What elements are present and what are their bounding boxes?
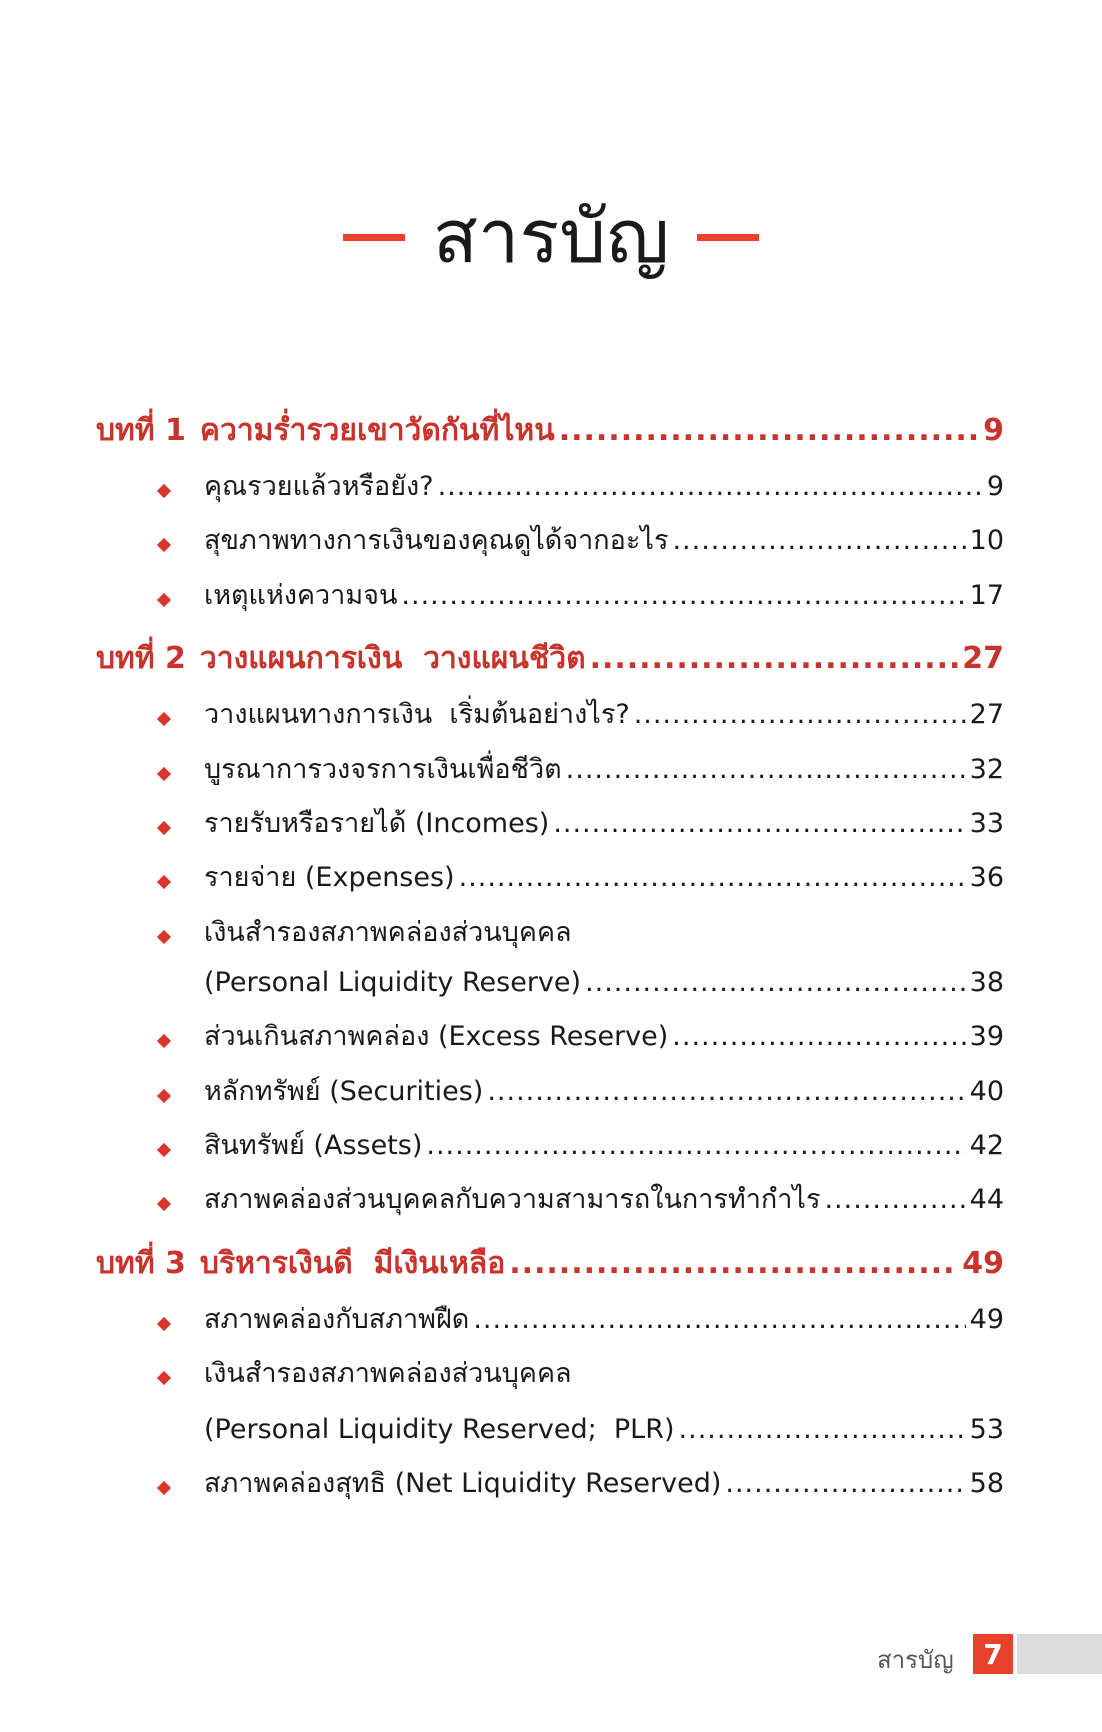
leader-dots: [559, 413, 979, 449]
chapter-3-number: 3: [165, 1245, 186, 1281]
toc-item-page: 9: [986, 471, 1004, 502]
chapter-3-heading: [96, 1246, 505, 1282]
toc-item-label: รายรับหรือรายได้ (Incomes): [204, 807, 550, 839]
chapter-3-title: บริหารเงินดี มีเงินเหลือ: [199, 1245, 506, 1281]
toc-item-2-3[interactable]: [96, 808, 1004, 840]
toc-item-2-2[interactable]: [96, 754, 1004, 786]
title-bar-left: [343, 234, 405, 241]
chapter-1-label: บทที่: [96, 413, 155, 448]
toc-item-label: สภาพคล่องสุทธิ (Net Liquidity Reserved): [204, 1468, 722, 1500]
diamond-bullet-icon: [157, 593, 171, 607]
toc-item-2-4[interactable]: [96, 862, 1004, 894]
leader-dots: [509, 1246, 958, 1282]
toc-item-2-5[interactable]: [96, 917, 1004, 951]
toc-item-label: สภาพคล่องกับสภาพฝืด: [204, 1303, 470, 1335]
toc-item-3-3[interactable]: [96, 1468, 1004, 1500]
page-title: สารบัญ: [432, 194, 670, 280]
toc-item-3-2[interactable]: [96, 1358, 1004, 1392]
footer-tab: [1017, 1634, 1102, 1674]
diamond-bullet-icon: [157, 1088, 171, 1102]
diamond-bullet-icon: [157, 821, 171, 835]
diamond-bullet-icon: [157, 1197, 171, 1211]
toc-item-label-line2: (Personal Liquidity Reserve): [204, 966, 582, 998]
leader-dots: [401, 580, 965, 612]
chapter-1-entry[interactable]: [96, 413, 1004, 449]
toc-item-page: 44: [969, 1184, 1004, 1216]
leader-dots: [725, 1468, 965, 1500]
toc-item-2-1[interactable]: [96, 699, 1004, 731]
chapter-2-page: 27: [962, 641, 1004, 677]
toc-item-page: 36: [969, 862, 1004, 894]
footer-section-label: สารบัญ: [877, 1646, 954, 1674]
chapter-1-heading: [96, 413, 555, 449]
toc-item-label: หลักทรัพย์ (Securities): [204, 1075, 484, 1107]
toc-item-page: 49: [969, 1303, 1004, 1335]
toc-item-2-5-continued[interactable]: [96, 967, 1004, 999]
leader-dots: [679, 1414, 966, 1446]
toc-item-page: 27: [969, 699, 1004, 731]
toc-item-2-7[interactable]: [96, 1076, 1004, 1108]
toc-item-label-line2: (Personal Liquidity Reserved; PLR): [204, 1414, 675, 1446]
chapter-1-title: ความร่ำรวยเขาวัดกันที่ไหน: [199, 413, 555, 448]
leader-dots: [487, 1076, 965, 1108]
toc-item-page: 10: [969, 525, 1004, 557]
toc-item-label: สุขภาพทางการเงินของคุณดูได้จากอะไร: [204, 525, 669, 557]
leader-dots: [672, 1021, 965, 1053]
toc-item-label: ส่วนเกินสภาพคล่อง (Excess Reserve): [204, 1021, 669, 1053]
toc-item-2-8[interactable]: [96, 1130, 1004, 1162]
toc-item-2-6[interactable]: [96, 1021, 1004, 1053]
diamond-bullet-icon: [157, 875, 171, 889]
leader-dots: [566, 754, 966, 786]
leader-dots: [585, 967, 966, 999]
toc-item-page: 17: [969, 579, 1004, 611]
toc-item-page: 33: [969, 807, 1004, 839]
chapter-2-heading: [96, 641, 586, 677]
chapter-3-entry[interactable]: [96, 1246, 1004, 1282]
chapter-2-number: 2: [165, 641, 186, 677]
toc-item-page: 53: [969, 1414, 1004, 1446]
chapter-2-label: บทที่: [96, 641, 155, 677]
toc-item-label: สภาพคล่องส่วนบุคคลกับความสามารถในการทำกำไร: [204, 1184, 821, 1216]
leader-dots: [426, 1130, 965, 1162]
toc-item-3-1[interactable]: [96, 1304, 1004, 1336]
toc-item-page: 38: [969, 966, 1004, 998]
diamond-bullet-icon: [157, 1143, 171, 1157]
title-bar-right: [697, 234, 759, 241]
toc-item-label: สินทรัพย์ (Assets): [204, 1129, 423, 1161]
toc-item-2-9[interactable]: [96, 1184, 1004, 1216]
diamond-bullet-icon: [157, 1481, 171, 1495]
toc-item-page: 40: [969, 1075, 1004, 1107]
toc-item-label: เงินสำรองสภาพคล่องส่วนบุคคล: [204, 916, 572, 948]
leader-dots: [438, 471, 983, 503]
diamond-bullet-icon: [157, 538, 171, 552]
toc-item-page: 32: [969, 753, 1004, 785]
toc-item-label: บูรณาการวงจรการเงินเพื่อชีวิต: [204, 753, 562, 785]
leader-dots: [553, 808, 965, 840]
diamond-bullet-icon: [157, 484, 171, 498]
leader-dots: [473, 1304, 965, 1336]
toc-item-label: เหตุแห่งความจน: [204, 579, 398, 611]
chapter-2-entry[interactable]: [96, 641, 1004, 677]
toc-item-label: รายจ่าย (Expenses): [204, 862, 455, 894]
diamond-bullet-icon: [157, 1371, 171, 1385]
footer-page-number: 7: [973, 1634, 1013, 1674]
leader-dots: [590, 641, 959, 677]
chapter-1-page: 9: [983, 413, 1004, 448]
page-title-group: [0, 194, 1102, 280]
leader-dots: [824, 1184, 965, 1216]
chapter-1-number: 1: [165, 413, 186, 448]
toc-item-label: วางแผนทางการเงิน เริ่มต้นอย่างไร?: [204, 699, 630, 731]
table-of-contents: [96, 407, 1004, 1501]
toc-item-label: เงินสำรองสภาพคล่องส่วนบุคคล: [204, 1358, 572, 1390]
toc-item-page: 58: [969, 1468, 1004, 1500]
chapter-3-label: บทที่: [96, 1245, 155, 1281]
toc-item-1-3[interactable]: [96, 580, 1004, 612]
leader-dots: [459, 862, 966, 894]
toc-item-1-2[interactable]: [96, 525, 1004, 557]
toc-item-1-1[interactable]: [96, 471, 1004, 503]
leader-dots: [634, 699, 966, 731]
toc-item-3-2-continued[interactable]: [96, 1414, 1004, 1446]
diamond-bullet-icon: [157, 930, 171, 944]
toc-item-page: 39: [969, 1021, 1004, 1053]
diamond-bullet-icon: [157, 712, 171, 726]
chapter-3-page: 49: [962, 1245, 1004, 1281]
toc-item-page: 42: [969, 1129, 1004, 1161]
diamond-bullet-icon: [157, 1034, 171, 1048]
leader-dots: [672, 525, 965, 557]
chapter-2-title: วางแผนการเงิน วางแผนชีวิต: [199, 641, 586, 677]
diamond-bullet-icon: [157, 1317, 171, 1331]
diamond-bullet-icon: [157, 766, 171, 780]
toc-item-label: คุณรวยแล้วหรือยัง?: [204, 471, 434, 502]
